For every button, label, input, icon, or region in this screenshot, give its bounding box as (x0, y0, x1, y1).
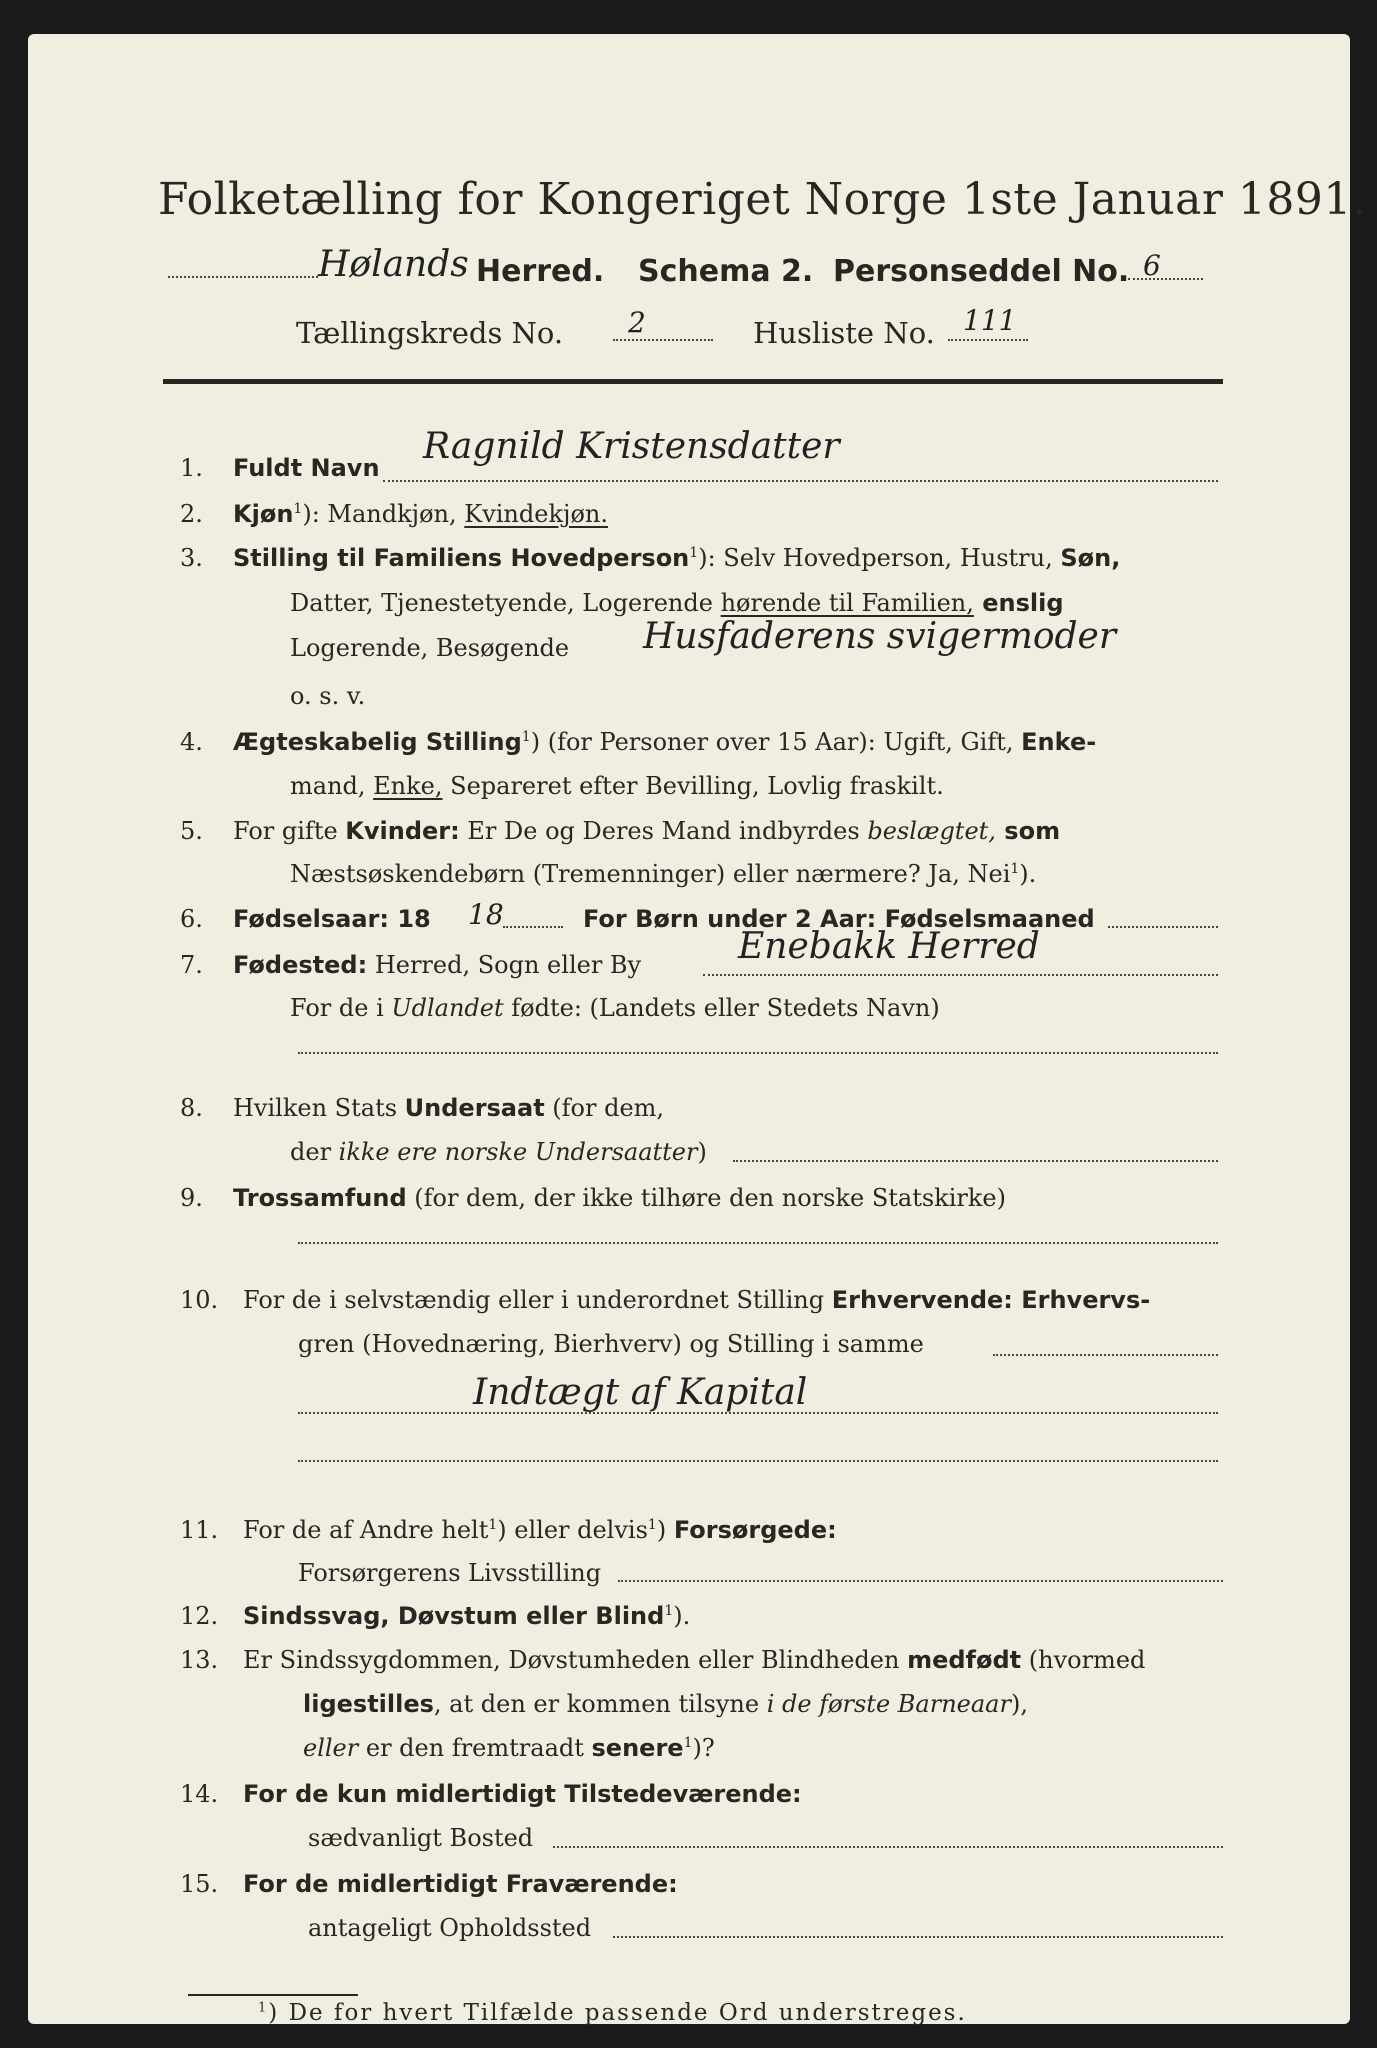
q3-horende: hørende til Familien, (720, 589, 974, 617)
q2-label: Kjøn (233, 500, 294, 528)
q9-dotline (298, 1242, 1218, 1244)
kreds-label: Tællingskreds No. (296, 316, 564, 350)
q7-line1: Fødested: Herred, Sogn eller By (233, 951, 642, 979)
q5-line1: For gifte Kvinder: Er De og Deres Mand indbyrdes beslægtet, som (233, 817, 1061, 845)
q7-line2: For de i Udlandet fødte: (Landets eller Stedets Navn) (290, 994, 940, 1022)
q6-number: 6. (180, 905, 203, 933)
q8-line1: Hvilken Stats Undersaat (for dem, (233, 1094, 665, 1122)
q2-kvindekjon: Kvindekjøn. (464, 500, 608, 528)
q2-line (233, 500, 608, 528)
q10-line2: gren (Hovednæring, Bierhverv) og Stilling i samme (298, 1330, 924, 1358)
q6-text: For Børn under 2 Aar: Fødselsmaaned (583, 905, 1095, 933)
personseddel-value: 6 (1143, 249, 1161, 282)
q6-label: Fødselsaar: 18 (233, 905, 431, 933)
q1-label: Fuldt Navn (233, 454, 380, 482)
q7-number: 7. (180, 951, 203, 979)
q3-line3: Logerende, Besøgende (290, 634, 570, 662)
q13-line1: Er Sindssygdommen, Døvstumheden eller Blindheden medfødt (hvormed (243, 1646, 1146, 1674)
q12-line: Sindssvag, Døvstum eller Blind$^1$). (243, 1602, 691, 1630)
q3-value: Husfaderens svigermoder (643, 616, 1117, 657)
q3-line1: Stilling til Familiens Hovedperson$^1$): Selv Hovedperson, Hustru, Søn, (233, 544, 1121, 572)
footnote-rule (188, 1994, 358, 1996)
q4-line1: Ægteskabelig Stilling$^1$) (for Personer over 15 Aar): Ugift, Gift, Enke- (233, 728, 1097, 756)
q7-dotline (703, 974, 1218, 976)
q11-line1: For de af Andre helt$^1$) eller delvis$^1$) Forsørgede: (243, 1516, 837, 1544)
personseddel-label: Personseddel No. (833, 254, 1130, 289)
personseddel-dotline (1128, 278, 1203, 280)
husliste-label: Husliste No. (753, 316, 935, 350)
q2-sup: 1 (293, 501, 303, 517)
q5-number: 5. (180, 817, 203, 845)
herred-dotline (168, 276, 318, 278)
q10-line1: For de i selvstændig eller i underordnet Stilling Erhvervende: Erhvervs- (243, 1286, 1151, 1314)
q7-dotline-2 (298, 1052, 1218, 1054)
q14-dotline (553, 1846, 1223, 1848)
form-title: Folketælling for Kongeriget Norge 1ste Januar 1891. (158, 174, 1367, 225)
q11-number: 11. (180, 1516, 219, 1544)
q8-line2: der ikke ere norske Undersaatter) (290, 1138, 707, 1166)
q9-number: 9. (180, 1184, 203, 1212)
q4-enke: Enke, (373, 772, 443, 800)
q3-line4: o. s. v. (290, 682, 366, 710)
q6-value: 18 (468, 898, 504, 931)
q13-line2: ligestilles, at den er kommen tilsyne i de første Barneaar), (303, 1690, 1028, 1718)
q14-line2: sædvanligt Bosted (308, 1824, 534, 1852)
q3-label: Stilling til Familiens Hovedperson (233, 544, 690, 572)
footnote: $^1$) De for hvert Tilfælde passende Ord understreges. (258, 2000, 967, 2026)
husliste-value: 111 (963, 304, 1017, 337)
q15-dotline (613, 1936, 1223, 1938)
q6-dotline-a (503, 926, 563, 928)
q11-line2: Forsørgerens Livsstilling (298, 1559, 602, 1587)
q10-value: Indtægt af Kapital (473, 1372, 808, 1413)
q10-dotline-b (298, 1412, 1218, 1414)
q13-number: 13. (180, 1646, 219, 1674)
q5-line2: Næstsøskendebørn (Tremenninger) eller nærmere? Ja, Nei$^1$). (290, 860, 1037, 888)
q8-dotline (733, 1160, 1218, 1162)
q4-label: Ægteskabelig Stilling (233, 728, 522, 756)
q4-line2: mand, Enke, Separeret efter Bevilling, Lovlig fraskilt. (290, 772, 944, 800)
q2-number: 2. (180, 500, 203, 528)
q14-line1: For de kun midlertidigt Tilstedeværende: (243, 1780, 802, 1808)
q12-number: 12. (180, 1602, 219, 1630)
q10-dotline-c (298, 1460, 1218, 1462)
kreds-value: 2 (628, 306, 646, 339)
husliste-dotline (948, 339, 1028, 341)
q15-line2: antageligt Opholdssted (308, 1914, 592, 1942)
herred-label: Herred. (476, 254, 605, 289)
q13-line3: eller er den fremtraadt senere$^1$)? (303, 1734, 715, 1762)
herred-value: Hølands (318, 244, 469, 285)
q6-dotline-b (1108, 926, 1218, 928)
q2-text-a: ): Mandkjøn, (302, 500, 465, 528)
q15-line1: For de midlertidigt Fraværende: (243, 1870, 678, 1898)
q14-number: 14. (180, 1780, 219, 1808)
q15-number: 15. (180, 1870, 219, 1898)
q10-dotline-a (993, 1354, 1218, 1356)
q10-number: 10. (180, 1286, 219, 1314)
q1-value: Ragnild Kristensdatter (423, 426, 840, 467)
q3-number: 3. (180, 544, 203, 572)
header-rule (163, 379, 1223, 384)
schema-label: Schema 2. (638, 254, 814, 289)
q9-line: Trossamfund (for dem, der ikke tilhøre den norske Statskirke) (233, 1184, 1006, 1212)
census-form-page (28, 34, 1367, 2026)
q7-value: Enebakk Herred (738, 926, 1040, 967)
q1-number: 1. (180, 454, 203, 482)
q8-number: 8. (180, 1094, 203, 1122)
kreds-dotline (613, 339, 713, 341)
q4-number: 4. (180, 728, 203, 756)
q3-line2: Datter, Tjenestetyende, Logerende hørende til Familien, enslig (290, 589, 1064, 617)
q1-dotline (383, 480, 1218, 482)
q11-dotline (618, 1580, 1223, 1582)
